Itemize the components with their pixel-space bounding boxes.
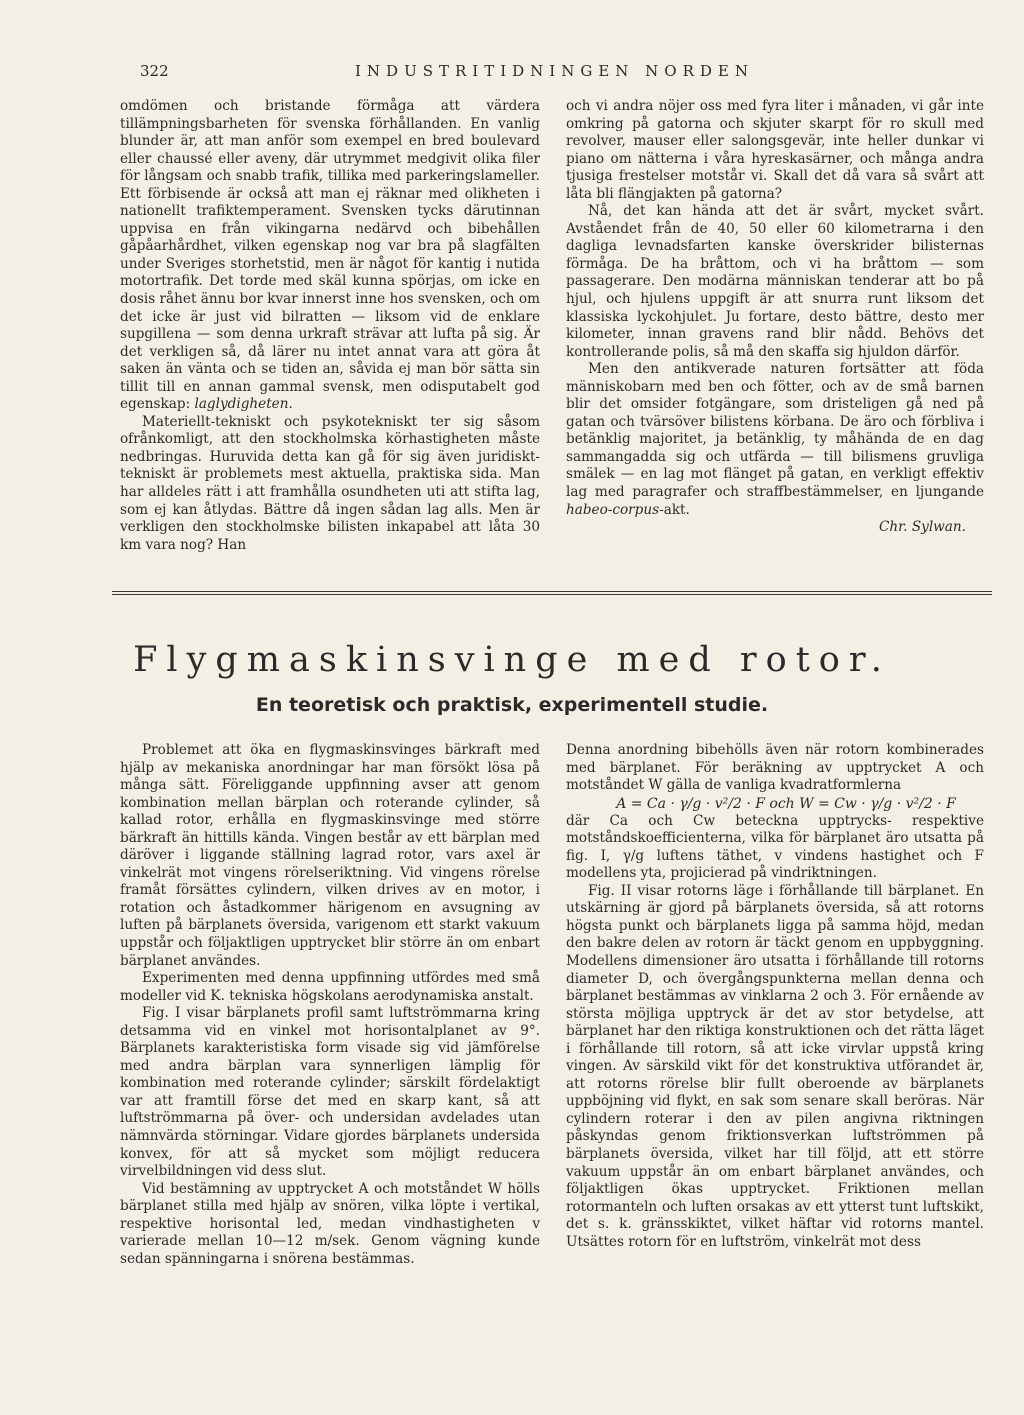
signature: Chr. Sylwan. <box>879 519 966 536</box>
paragraph-text: omdömen och bristande förmåga att värdera tillämpningsbarheten för svenska förhållanden. En vanlig blunder är, att man anför som exempel en bred boulevard eller chaussé eller aveny, där utrymmet medgivit olika filer för långsam och snabb trafik, tillika med parkeringslameller. Ett förbisende är också att man ej räknar med olikheten i nationellt trafiktemperament. Svensken tycks därutinnan uppvisa en från vikingarna nedärvd och bibehållen gåpåarhårdhet, vilken egenskap nog var bra på slagfälten under Sveriges storhetstid, men är något för kantig i nutida motortrafik. Det torde med skäl kunna spörjas, om icke en dosis råhet ännu bor kvar innerst inne hos svensken, och om det icke är just vid bilratten — liksom vid de enklare supgillena — som denna urkraft strävar att lufta på sig. Är det verkligen så, då lärer nu intet annat vara att göra åt saken än vänta och se tiden an, såvida ej man bör sätta sin tillit till en annan gammal svensk, men odisputabelt god egenskap: <box>120 98 540 413</box>
paragraph: Fig. II visar rotorns läge i förhållande till bärplanet. En utskärning är gjord på bärplanets översida, så att rotorns högsta punkt och bärplanets ligga på samma höjd, medan den bakre delen av rotorn är täckt genom en uppbyggning. Modellens dimensioner äro utsatta i förhållande till rotorns diameter D, och övergångspunkterna mellan denna och bärplanet bestämmas av vinklarna 2 och 3. För ernående av största möjliga upptryck är det av stor betydelse, att bärplanet har den riktiga konstruktionen och det rätta läget i förhållande till rotorn, så att icke virvlar uppstå kring vingen. Av särskild vikt för det konstruktiva utförandet är, att rotorns rörelse blir fullt oberoende av bärplanets uppböjning vid flykt, en sak som senare skall beröras. När cylindern roterar i den av pilen angivna riktningen påskyndas genom friktionsverkan luftströmmen på bärplanets översida, vilket har till följd, att ett större vakuum uppstår än om enbart bärplanet användes, och följaktligen ökas upptrycket. Friktionen mellan rotormanteln och luften orsakas av ett ytterst tunt luftskikt, det s. k. gränsskiktet, vilket häftar vid rotorns mantel. Utsättes rotorn för en luftström, vinkelrät mot dess <box>566 882 984 1250</box>
top-article-right-column <box>566 98 984 537</box>
paragraph-text: Men den antikverade naturen fortsätter att föda människobarn med ben och fötter, och av de små barnen blir det omsider fotgängare, som dristeligen gå ned på gatan och tvärsöver bilistens körbana. De äro och förbliva i betänklig majoritet, ja betänklig, ty måhända de en dag sammangadda sig och utfärda — till bilismens gruvliga smälek — en lag mot flänget på gatan, en verkligt effektiv lag med paragrafer och straffbestämmelser, en ljungande <box>566 361 984 501</box>
paragraph: Denna anordning bibehölls även när rotorn kombinerades med bärplanet. För beräkning av upptrycket A och motståndet W gälla de vanliga kvadratformlerna <box>566 742 984 794</box>
page-number: 322 <box>140 62 169 80</box>
latin-term: habeo-corpus <box>566 501 660 518</box>
article-subtitle: En teoretisk och praktisk, experimentell studie. <box>255 694 769 716</box>
paragraph <box>566 361 984 519</box>
paragraph: där Ca och Cw beteckna upptrycks- respektive motståndskoefficienterna, vilka för bärplanet äro utsatta på fig. I, γ/g luftens täthet, v vindens hastighet och F modellens yta, projicierad på vindriktningen. <box>566 812 984 882</box>
running-title: INDUSTRITIDNINGEN NORDEN <box>355 62 754 80</box>
paragraph: Problemet att öka en flygmaskinsvinges bärkraft med hjälp av mekaniska anordningar har man försökt lösa på många sätt. Föreliggande uppfinning avser att genom kombination mellan bärplan och roterande cylinder, så kallad rotor, erhålla en flygmaskinsvinge med större bärkraft än hittills kända. Vingen består av ett bärplan med däröver i liggande ställning lagrad rotor, vars axel är vinkelrät mot vingens rörelseriktning. Vid vingens rörelse framåt försättes cylindern, vilken drives av en motor, i rotation och åstadkommer härigenom en avsugning av luften på bärplanets översida, varigenom ett starkt vakuum uppstår och följaktligen upptrycket blir större än om enbart bärplanet användes. <box>120 742 540 969</box>
divider-rule <box>112 594 992 595</box>
divider-rule <box>112 591 992 592</box>
paragraph: och vi andra nöjer oss med fyra liter i månaden, vi går inte omkring på gatorna och skjuter skarpt för ro skull med revolver, mauser eller salongsgevär, inte heller dunkar vi piano om nätterna i våra hyreskasärner, och många andra tjusiga frestelser motstår vi. Skall det då vara så svårt att låta bli flängjakten på gatorna? <box>566 98 984 202</box>
latin-suffix: -akt. <box>659 501 690 518</box>
article-title: Flygmaskinsvinge med rotor. <box>133 640 891 680</box>
feature-right-column <box>566 742 984 1251</box>
emphasis-word: laglydigheten. <box>194 396 293 413</box>
paragraph: Materiellt-tekniskt och psykotekniskt ter sig såsom ofrånkomligt, att den stockholmska körhastigheten måste nedbringas. Huruvida detta kan gå för sig även juridiskt-tekniskt är problemets mest aktuella, praktiska sida. Man har alldeles rätt i att framhålla osundheten uti att stifta lag, som ej kan åtlydas. Bättre då ingen sådan lag alls. Men är verkligen den stockholmske bilisten inkapabel att låta 30 km vara nog? Han <box>120 413 540 553</box>
paragraph: Vid bestämning av upptrycket A och motståndet W hölls bärplanet stilla med hjälp av snören, vilka löpte i vertikal, respektive horisontal led, medan vindhastigheten v varierade mellan 10—12 m/sek. Genom vägning kunde sedan spänningarna i snörena bestämmas. <box>120 1180 540 1267</box>
paragraph: Experimenten med denna uppfinning utfördes med små modeller vid K. tekniska högskolans aerodynamiska anstalt. <box>120 970 540 1004</box>
paragraph: Fig. I visar bärplanets profil samt luftströmmarna kring detsamma vid en vinkel mot horisontalplanet av 9°. Bärplanets karakteristiska form visade sig vid jämförelse med andra bärplan vara synnerligen lämplig för kombination med roterande cylinder; särskilt fördelaktigt var att framtill förse det med en skarp kant, så att luftströmmarna på över- och undersidan avdelades utan nämnvärda störningar. Vidare gjordes bärplanets undersida konvex, för att så mycket som möjligt reducera virvelbildningen vid dess slut. <box>120 1005 540 1180</box>
formula: A = Ca · γ/g · v²/2 · F och W = Cw · γ/g · v²/2 · F <box>616 795 956 812</box>
feature-left-column <box>120 742 540 1268</box>
top-article-left-column <box>120 98 540 554</box>
paragraph: Nå, det kan hända att det är svårt, mycket svårt. Avståendet från de 40, 50 eller 60 kilometrarna i den dagliga levnadsfarten kanske överskrider bilisternas förmåga. De ha bråttom, och vi ha bråttom — som passagerare. Den modärna människan tenderar att bo på hjul, och hjulens uppgift är att snurra runt liksom det klassiska lyckohjulet. Ju fortare, desto bättre, desto mer kilometer, innan gravens rand blir nådd. Behövs det kontrollerande polis, så må den skaffa sig hjuldon därför. <box>566 203 984 360</box>
paragraph <box>120 98 540 414</box>
